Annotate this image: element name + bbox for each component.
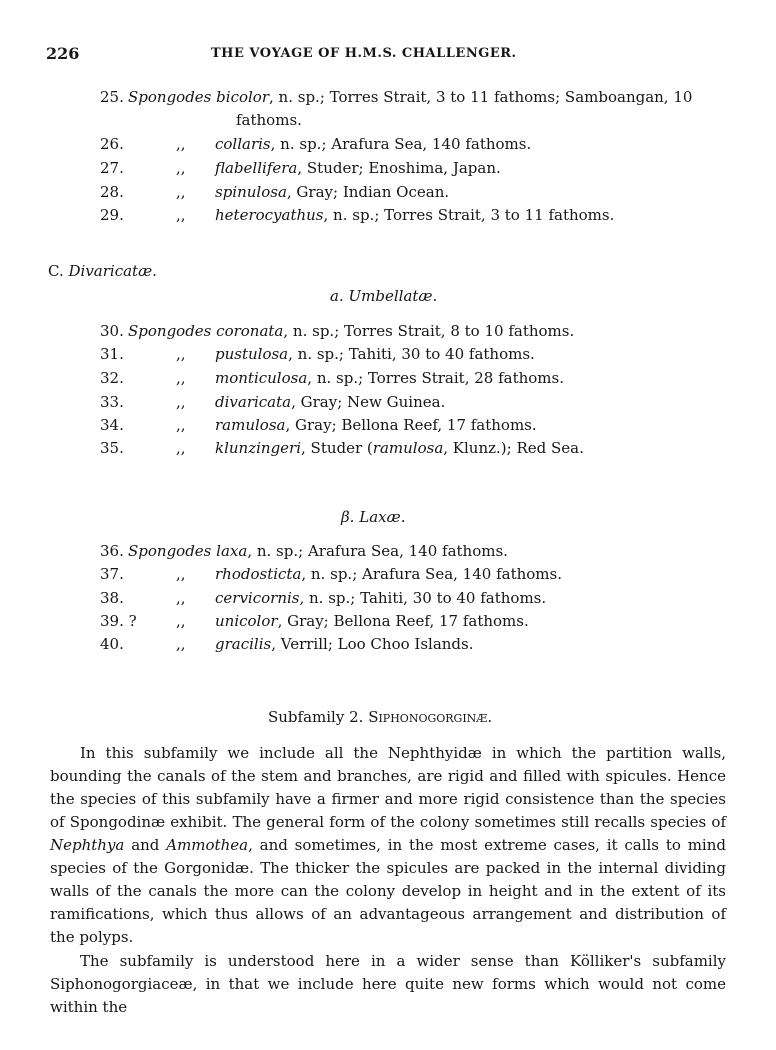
entry-number: 30. [100,322,124,340]
genus-name: Spongodes [128,322,212,340]
species-name: flabellifera [215,159,298,177]
subsection-label: a. [330,287,344,305]
ditto-mark: ,, [176,612,186,630]
species-name: pustulosa [215,345,289,363]
species-name: spinulosa [215,183,287,201]
entry-number: 36. [100,542,124,560]
entry-number: 28. [100,183,124,201]
species-name: collaris [215,135,271,153]
entry-details: , n. sp.; Torres Strait, 28 fathoms. [307,369,564,387]
genus-italic: Nephthya [50,836,125,854]
species-name: bicolor [216,88,270,106]
species-name: rhodosticta [215,565,302,583]
entry-number: 32. [100,369,124,387]
ditto-mark: ,, [176,565,186,583]
subfamily-name: Siphonogorginæ. [368,708,493,726]
species-name: heterocyathus [215,206,324,224]
entry-number: 39. ? [100,612,137,630]
ditto-mark: ,, [176,416,186,434]
genus-name: Spongodes [128,88,212,106]
entry-details: , n. sp.; Tahiti, 30 to 40 fathoms. [288,345,535,363]
ditto-mark: ,, [176,135,186,153]
ditto-mark: ,, [176,369,186,387]
entry-details: , n. sp.; Torres Strait, 3 to 11 fathoms. [323,206,615,224]
entry-number: 29. [100,206,124,224]
page-number: 226 [46,44,80,63]
ditto-mark: ,, [176,393,186,411]
ditto-mark: ,, [176,635,186,653]
ditto-mark: ,, [176,439,186,457]
entry-number: 33. [100,393,124,411]
entry-number: 25. [100,88,124,106]
subfamily-heading [268,708,492,726]
ditto-mark: ,, [176,206,186,224]
section-name: Divaricatæ. [68,262,157,280]
entry-details: , n. sp.; Tahiti, 30 to 40 fathoms. [299,589,547,607]
entry-number: 35. [100,439,124,457]
entry-number: 38. [100,589,124,607]
page-header [46,44,736,66]
body-paragraph: The subfamily is understood here in a wider sense than Kölliker's subfamily Siphonogorgiaceæ, in that we include here quite new forms which would not come within the [50,952,726,1016]
subsection-label: β. [341,508,355,526]
species-name: cervicornis [215,589,300,607]
species-name: gracilis [215,635,272,653]
entry-details: , Verrill; Loo Choo Islands. [271,635,474,653]
species-name: coronata [216,322,284,340]
species-name: monticulosa [215,369,308,387]
entry-details: , Studer ( [301,439,373,457]
section-label: C. [48,262,64,280]
ditto-mark: ,, [176,159,186,177]
entry-details: , Klunz.); Red Sea. [443,439,584,457]
entry-details: , n. sp.; Arafura Sea, 140 fathoms. [301,565,562,583]
entry-details: , n. sp.; Torres Strait, 3 to 11 fathoms; Samboangan, 10 [269,88,693,106]
entry-details: , n. sp.; Torres Strait, 8 to 10 fathoms. [283,322,575,340]
entry-details: , Gray; Bellona Reef, 17 fathoms. [277,612,529,630]
entry-number: 34. [100,416,124,434]
section-heading [48,262,157,280]
entry-number: 31. [100,345,124,363]
genus-italic: Ammothea [166,836,249,854]
synonym-name: ramulosa [372,439,444,457]
subfamily-prefix: Subfamily 2. [268,708,369,726]
entry-number: 40. [100,635,124,653]
entry-number: 37. [100,565,124,583]
species-name: ramulosa [215,416,286,434]
species-name: laxa [216,542,248,560]
entry-details: , n. sp.; Arafura Sea, 140 fathoms. [247,542,508,560]
species-name: divaricata [215,393,292,411]
entry-number: 26. [100,135,124,153]
entry-details: , Gray; New Guinea. [291,393,446,411]
ditto-mark: ,, [176,345,186,363]
entry-details: , n. sp.; Arafura Sea, 140 fathoms. [270,135,532,153]
species-name: unicolor [215,612,278,630]
entry-details: , Gray; Bellona Reef, 17 fathoms. [285,416,537,434]
species-name: klunzingeri [215,439,302,457]
subsection-heading [330,287,437,305]
ditto-mark: ,, [176,183,186,201]
subsection-heading [341,508,405,526]
subsection-name: Umbellatæ. [348,287,438,305]
subsection-name: Laxæ. [359,508,406,526]
entry-continuation: fathoms. [236,111,302,129]
body-paragraph: In this subfamily we include all the Nephthyidæ in which the partition walls, bounding the canals of the stem and branches, are rigid and filled with spicules. Hence the species of this subfamily have a firmer and more rigid consistence than the species of Spongodinæ exhibit. The general form of the colony sometimes still recalls species of Nephthya and Ammothea, and sometimes, in the most extreme cases, it calls to mind species of the Gorgonidæ. The thicker the spicules are packed in the internal dividing walls of the canals the more can the colony develop in height and in the extent of its ramifications, which thus allows of an advantageous arrangement and distribution of the polyps. [50,744,726,946]
entry-details: , Gray; Indian Ocean. [286,183,450,201]
genus-name: Spongodes [128,542,212,560]
ditto-mark: ,, [176,589,186,607]
running-title: THE VOYAGE OF H.M.S. CHALLENGER. [211,46,517,61]
entry-details: , Studer; Enoshima, Japan. [297,159,501,177]
entry-number: 27. [100,159,124,177]
